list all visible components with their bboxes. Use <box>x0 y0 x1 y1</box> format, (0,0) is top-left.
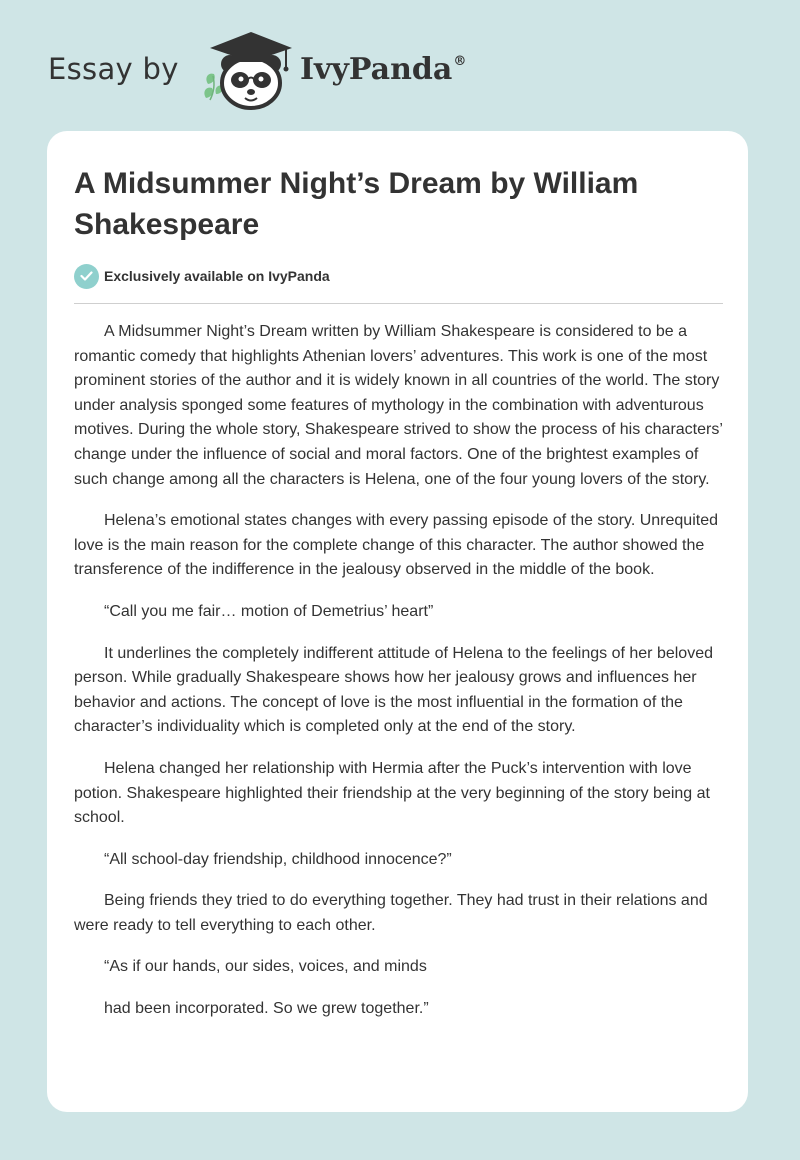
divider <box>74 303 723 304</box>
quote: had been incorporated. So we grew together.” <box>104 1000 429 1018</box>
essay-by-label: Essay by <box>48 52 179 86</box>
page-title: A Midsummer Night’s Dream by William Shakespeare <box>74 167 639 241</box>
brand-name[interactable]: IvyPanda® <box>300 52 467 87</box>
paragraph: It underlines the completely indifferent attitude of Helena to the feelings of her beloved person. While gradually Shakespeare shows how her jealousy grows and influences her behavior and actions. The concept of love is the most influential in the formation of the character’s individuality which is completed only at the end of the story. <box>74 644 713 736</box>
essay-card <box>47 131 748 1112</box>
site-header <box>48 28 528 114</box>
paragraph: Helena’s emotional states changes with every passing episode of the story. Unrequited love is the main reason for the complete change of this character. The author showed the transference of the indifference in the jealousy observed in the middle of the book. <box>74 512 718 579</box>
exclusive-badge <box>74 263 330 289</box>
quote: “Call you me fair… motion of Demetrius’ heart” <box>104 602 434 620</box>
exclusive-label: Exclusively available on IvyPanda <box>104 268 330 284</box>
quote: “All school-day friendship, childhood innocence?” <box>104 850 452 868</box>
panda-logo-icon[interactable] <box>202 28 298 112</box>
registered-mark: ® <box>453 54 467 69</box>
quote: “As if our hands, our sides, voices, and minds <box>104 958 427 976</box>
essay-body <box>74 320 726 1039</box>
paragraph: Being friends they tried to do everything together. They had trust in their relations and were ready to tell everything to each other. <box>74 892 708 934</box>
paragraph: A Midsummer Night’s Dream written by William Shakespeare is considered to be a romantic comedy that highlights Athenian lovers’ adventures. This work is one of the most prominent stories of the author and it is widely known in all countries of the world. The story under analysis sponged some features of mythology in the combination with adventurous motives. During the whole story, Shakespeare strived to show the process of his characters’ change under the influence of social and moral factors. One of the brightest examples of such change among all the characters is Helena, one of the four young lovers of the story. <box>74 323 723 488</box>
check-circle-icon <box>74 264 99 289</box>
paragraph: Helena changed her relationship with Hermia after the Puck’s intervention with love potion. Shakespeare highlighted their friendship at the very beginning of the story being at school. <box>74 759 710 827</box>
